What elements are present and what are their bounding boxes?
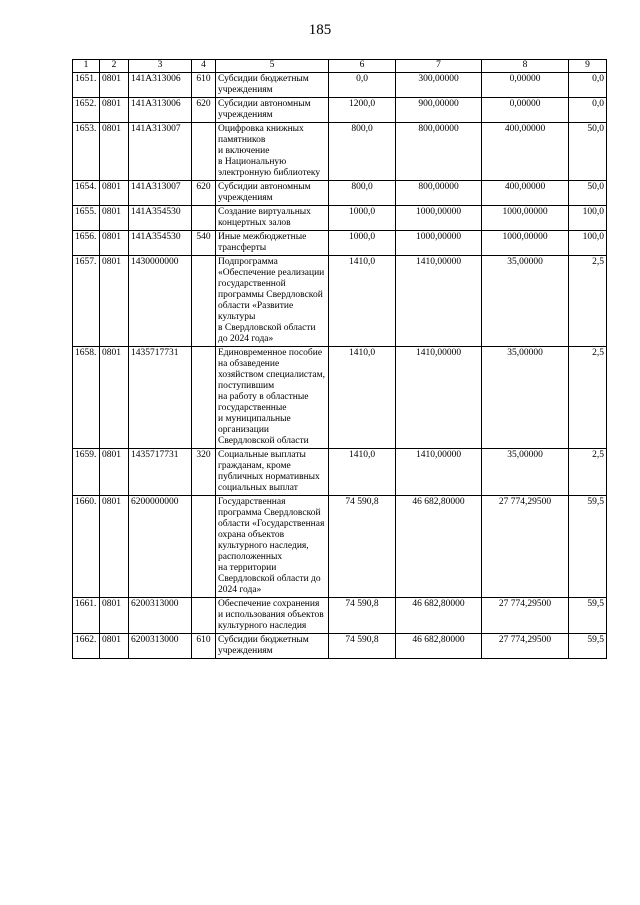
table-row [73, 231, 607, 256]
amount-col8: 27 774,29500 [482, 598, 569, 634]
percent-col9: 59,5 [569, 598, 607, 634]
expense-type-code [192, 598, 216, 634]
table-row [73, 634, 607, 659]
expense-type-code: 540 [192, 231, 216, 256]
column-header: 6 [329, 60, 396, 73]
amount-col7: 900,00000 [396, 98, 482, 123]
amount-col6: 800,0 [329, 181, 396, 206]
item-name: Субсидии бюджетным учреждениям [216, 73, 329, 98]
row-number: 1652. [73, 98, 100, 123]
expense-type-code [192, 206, 216, 231]
section-code: 0801 [100, 256, 129, 347]
amount-col8: 35,00000 [482, 256, 569, 347]
table-row [73, 449, 607, 496]
section-code: 0801 [100, 231, 129, 256]
section-code: 0801 [100, 598, 129, 634]
target-code: 6200000000 [129, 496, 192, 598]
expense-type-code: 620 [192, 98, 216, 123]
item-name: Государственная программа Свердловской области «Государственная охрана объектов культурного наследия, расположенных на территории Свердловской области до 2024 года» [216, 496, 329, 598]
expense-type-code [192, 256, 216, 347]
amount-col7: 800,00000 [396, 123, 482, 181]
amount-col8: 0,00000 [482, 98, 569, 123]
section-code: 0801 [100, 634, 129, 659]
item-name: Единовременное пособие на обзаведение хозяйством специалистам, поступившим на работу в областные государственные и муниципальные организации Свердловской области [216, 347, 329, 449]
row-number: 1662. [73, 634, 100, 659]
amount-col8: 35,00000 [482, 449, 569, 496]
target-code: 141A313007 [129, 123, 192, 181]
header-row [73, 60, 607, 73]
percent-col9: 100,0 [569, 206, 607, 231]
amount-col6: 74 590,8 [329, 634, 396, 659]
section-code: 0801 [100, 123, 129, 181]
table-row [73, 181, 607, 206]
amount-col6: 1410,0 [329, 449, 396, 496]
amount-col6: 1000,0 [329, 206, 396, 231]
amount-col7: 1410,00000 [396, 347, 482, 449]
target-code: 141A313007 [129, 181, 192, 206]
amount-col7: 800,00000 [396, 181, 482, 206]
percent-col9: 0,0 [569, 98, 607, 123]
expense-type-code [192, 347, 216, 449]
row-number: 1658. [73, 347, 100, 449]
percent-col9: 2,5 [569, 449, 607, 496]
column-header: 1 [73, 60, 100, 73]
amount-col8: 0,00000 [482, 73, 569, 98]
section-code: 0801 [100, 73, 129, 98]
row-number: 1654. [73, 181, 100, 206]
target-code: 141A354530 [129, 206, 192, 231]
table-row [73, 347, 607, 449]
table-row [73, 73, 607, 98]
item-name: Создание виртуальных концертных залов [216, 206, 329, 231]
amount-col8: 1000,00000 [482, 206, 569, 231]
expense-type-code: 610 [192, 634, 216, 659]
target-code: 1435717731 [129, 449, 192, 496]
amount-col8: 400,00000 [482, 123, 569, 181]
percent-col9: 59,5 [569, 496, 607, 598]
item-name: Подпрограмма «Обеспечение реализации государственной программы Свердловской области «Развитие культуры в Свердловской области до 2024 года» [216, 256, 329, 347]
percent-col9: 2,5 [569, 347, 607, 449]
table-row [73, 256, 607, 347]
section-code: 0801 [100, 496, 129, 598]
amount-col7: 46 682,80000 [396, 634, 482, 659]
target-code: 1430000000 [129, 256, 192, 347]
section-code: 0801 [100, 98, 129, 123]
column-header: 2 [100, 60, 129, 73]
amount-col6: 800,0 [329, 123, 396, 181]
budget-table [72, 59, 607, 659]
row-number: 1657. [73, 256, 100, 347]
expense-type-code: 610 [192, 73, 216, 98]
row-number: 1656. [73, 231, 100, 256]
amount-col8: 27 774,29500 [482, 496, 569, 598]
item-name: Иные межбюджетные трансферты [216, 231, 329, 256]
amount-col8: 1000,00000 [482, 231, 569, 256]
table-row [73, 598, 607, 634]
table-row [73, 123, 607, 181]
row-number: 1661. [73, 598, 100, 634]
expense-type-code [192, 123, 216, 181]
section-code: 0801 [100, 449, 129, 496]
item-name: Социальные выплаты гражданам, кроме публичных нормативных социальных выплат [216, 449, 329, 496]
expense-type-code: 620 [192, 181, 216, 206]
item-name: Оцифровка книжных памятников и включение в Национальную электронную библиотеку [216, 123, 329, 181]
target-code: 141A313006 [129, 98, 192, 123]
target-code: 1435717731 [129, 347, 192, 449]
column-header: 3 [129, 60, 192, 73]
amount-col6: 0,0 [329, 73, 396, 98]
amount-col7: 1410,00000 [396, 256, 482, 347]
column-header: 4 [192, 60, 216, 73]
row-number: 1660. [73, 496, 100, 598]
amount-col7: 1000,00000 [396, 206, 482, 231]
percent-col9: 2,5 [569, 256, 607, 347]
item-name: Обеспечение сохранения и использования объектов культурного наследия [216, 598, 329, 634]
amount-col6: 74 590,8 [329, 496, 396, 598]
column-header: 7 [396, 60, 482, 73]
page-number: 185 [308, 22, 332, 38]
table-body [73, 73, 607, 659]
amount-col7: 300,00000 [396, 73, 482, 98]
amount-col8: 27 774,29500 [482, 634, 569, 659]
row-number: 1659. [73, 449, 100, 496]
amount-col7: 1000,00000 [396, 231, 482, 256]
row-number: 1655. [73, 206, 100, 231]
amount-col7: 46 682,80000 [396, 598, 482, 634]
percent-col9: 0,0 [569, 73, 607, 98]
table-row [73, 98, 607, 123]
table-row [73, 496, 607, 598]
column-header: 9 [569, 60, 607, 73]
percent-col9: 50,0 [569, 123, 607, 181]
percent-col9: 59,5 [569, 634, 607, 659]
target-code: 141A354530 [129, 231, 192, 256]
amount-col6: 1410,0 [329, 256, 396, 347]
item-name: Субсидии автономным учреждениям [216, 98, 329, 123]
target-code: 141A313006 [129, 73, 192, 98]
expense-type-code: 320 [192, 449, 216, 496]
amount-col8: 35,00000 [482, 347, 569, 449]
amount-col7: 1410,00000 [396, 449, 482, 496]
column-header: 5 [216, 60, 329, 73]
section-code: 0801 [100, 206, 129, 231]
row-number: 1651. [73, 73, 100, 98]
section-code: 0801 [100, 347, 129, 449]
column-header: 8 [482, 60, 569, 73]
section-code: 0801 [100, 181, 129, 206]
table-row [73, 206, 607, 231]
percent-col9: 50,0 [569, 181, 607, 206]
amount-col8: 400,00000 [482, 181, 569, 206]
amount-col6: 1200,0 [329, 98, 396, 123]
row-number: 1653. [73, 123, 100, 181]
target-code: 6200313000 [129, 634, 192, 659]
amount-col7: 46 682,80000 [396, 496, 482, 598]
expense-type-code [192, 496, 216, 598]
amount-col6: 1410,0 [329, 347, 396, 449]
amount-col6: 1000,0 [329, 231, 396, 256]
target-code: 6200313000 [129, 598, 192, 634]
item-name: Субсидии автономным учреждениям [216, 181, 329, 206]
amount-col6: 74 590,8 [329, 598, 396, 634]
item-name: Субсидии бюджетным учреждениям [216, 634, 329, 659]
percent-col9: 100,0 [569, 231, 607, 256]
